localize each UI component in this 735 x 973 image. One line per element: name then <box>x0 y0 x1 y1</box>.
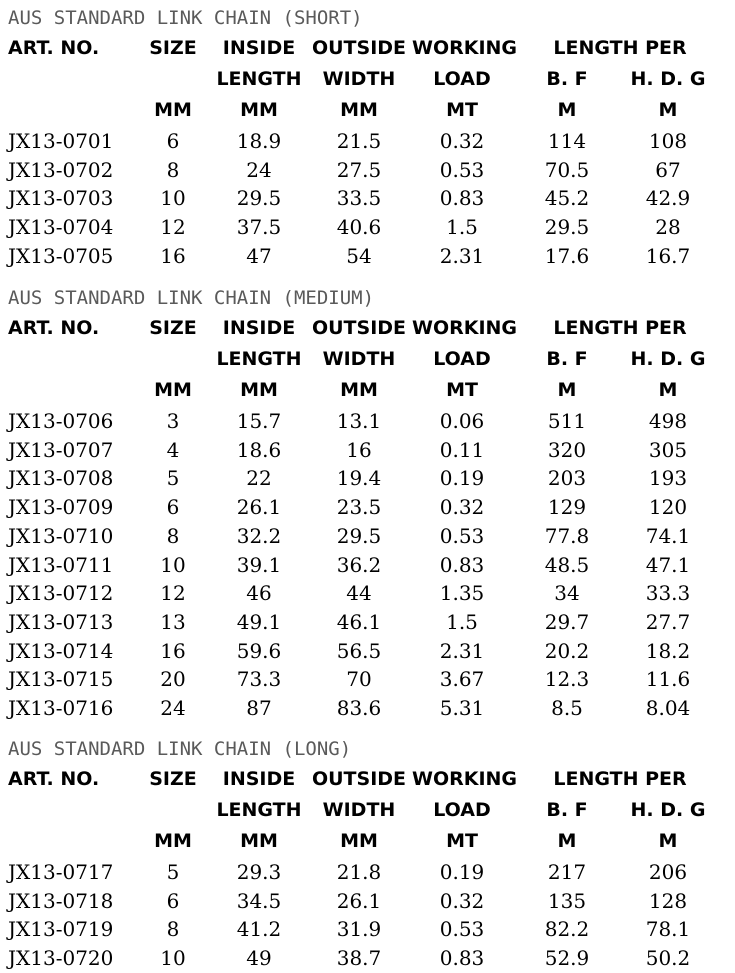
size-cell: 16 <box>160 638 186 663</box>
header-working: WORKING <box>412 317 518 339</box>
table-row <box>0 915 735 944</box>
art-no-cell: JX13-0706 <box>8 409 114 433</box>
hdg-length-cell: 42.9 <box>645 186 691 211</box>
art-no-cell: JX13-0717 <box>8 860 114 884</box>
inside-length-cell: 18.9 <box>236 129 282 153</box>
hdg-length-cell: 27.7 <box>645 609 691 634</box>
bf-length-cell: 203 <box>547 466 587 491</box>
inside-length-cell: 59.6 <box>236 638 282 663</box>
art-no-cell: JX13-0716 <box>8 696 114 720</box>
header-working: WORKING <box>412 37 518 59</box>
hdg-length-cell: 128 <box>648 888 688 913</box>
table-row <box>0 464 735 493</box>
table-row <box>0 156 735 185</box>
art-no-cell: JX13-0702 <box>8 157 114 182</box>
hdg-length-cell: 108 <box>648 129 688 153</box>
outside-width-cell: 16 <box>346 437 372 462</box>
inside-length-cell: 39.1 <box>236 552 282 577</box>
art-no-cell: JX13-0713 <box>8 609 114 634</box>
unit-bf-m: M <box>557 830 577 852</box>
outside-width-cell: 44 <box>346 581 372 606</box>
art-no-cell: JX13-0703 <box>8 186 114 211</box>
unit-size-mm: MM <box>154 99 192 121</box>
table-row <box>0 407 735 436</box>
bf-length-cell: 135 <box>547 888 587 913</box>
outside-width-cell: 26.1 <box>336 888 382 913</box>
header-hdg: H. D. G <box>630 68 706 90</box>
outside-width-cell: 56.5 <box>336 638 382 663</box>
header-load: LOAD <box>433 348 491 370</box>
size-cell: 6 <box>166 495 180 520</box>
art-no-cell: JX13-0715 <box>8 667 114 692</box>
working-load-cell: 1.5 <box>446 609 478 634</box>
unit-inside-mm: MM <box>240 379 278 401</box>
working-load-cell: 2.31 <box>439 243 485 268</box>
table-row <box>0 213 735 242</box>
inside-length-cell: 22 <box>246 466 272 491</box>
art-no-cell: JX13-0701 <box>8 129 114 153</box>
table-row <box>0 127 735 156</box>
header-length-per: LENGTH PER <box>553 768 687 790</box>
hdg-length-cell: 8.04 <box>645 696 691 720</box>
outside-width-cell: 23.5 <box>336 495 382 520</box>
art-no-cell: JX13-0711 <box>8 552 114 577</box>
size-cell: 8 <box>166 157 180 182</box>
hdg-length-cell: 16.7 <box>645 243 691 268</box>
bf-length-cell: 114 <box>547 129 587 153</box>
size-cell: 8 <box>166 917 180 942</box>
hdg-length-cell: 33.3 <box>645 581 691 606</box>
art-no-cell: JX13-0704 <box>8 215 114 240</box>
working-load-cell: 0.83 <box>439 552 485 577</box>
bf-length-cell: 70.5 <box>544 157 590 182</box>
working-load-cell: 0.19 <box>439 860 485 884</box>
hdg-length-cell: 305 <box>648 437 688 462</box>
header-width: WIDTH <box>322 68 396 90</box>
header-length-per: LENGTH PER <box>553 317 687 339</box>
art-no-cell: JX13-0720 <box>8 946 114 971</box>
working-load-cell: 0.32 <box>439 495 485 520</box>
bf-length-cell: 17.6 <box>544 243 590 268</box>
outside-width-cell: 83.6 <box>336 696 382 720</box>
unit-load-mt: MT <box>446 99 478 121</box>
inside-length-cell: 47 <box>246 243 272 268</box>
table-row <box>0 608 735 637</box>
header-width: WIDTH <box>322 348 396 370</box>
outside-width-cell: 40.6 <box>336 215 382 240</box>
table-row <box>0 944 735 973</box>
art-no-cell: JX13-0718 <box>8 888 114 913</box>
inside-length-cell: 29.5 <box>236 186 282 211</box>
hdg-length-cell: 50.2 <box>645 946 691 971</box>
header-length: LENGTH <box>216 799 302 821</box>
working-load-cell: 0.19 <box>439 466 485 491</box>
bf-length-cell: 52.9 <box>544 946 590 971</box>
header-width: WIDTH <box>322 799 396 821</box>
unit-inside-mm: MM <box>240 99 278 121</box>
table-row <box>0 522 735 551</box>
inside-length-cell: 34.5 <box>236 888 282 913</box>
size-cell: 24 <box>160 696 186 720</box>
unit-outside-mm: MM <box>340 830 378 852</box>
header-art-no: ART. NO. <box>8 768 100 790</box>
bf-length-cell: 217 <box>547 860 587 884</box>
header-art-no: ART. NO. <box>8 317 100 339</box>
working-load-cell: 0.53 <box>439 917 485 942</box>
unit-hdg-m: M <box>658 830 678 852</box>
outside-width-cell: 46.1 <box>336 609 382 634</box>
working-load-cell: 0.53 <box>439 157 485 182</box>
size-cell: 5 <box>166 466 180 491</box>
size-cell: 6 <box>166 888 180 913</box>
unit-load-mt: MT <box>446 830 478 852</box>
section-title: AUS STANDARD LINK CHAIN (MEDIUM) <box>8 287 375 309</box>
bf-length-cell: 29.7 <box>544 609 590 634</box>
outside-width-cell: 21.5 <box>336 129 382 153</box>
bf-length-cell: 20.2 <box>544 638 590 663</box>
table-row <box>0 665 735 694</box>
outside-width-cell: 33.5 <box>336 186 382 211</box>
header-bf: B. F <box>546 799 588 821</box>
header-length: LENGTH <box>216 348 302 370</box>
outside-width-cell: 38.7 <box>336 946 382 971</box>
header-inside: INSIDE <box>222 37 296 59</box>
art-no-cell: JX13-0712 <box>8 581 114 606</box>
outside-width-cell: 19.4 <box>336 466 382 491</box>
size-cell: 6 <box>166 129 180 153</box>
working-load-cell: 1.35 <box>439 581 485 606</box>
art-no-cell: JX13-0708 <box>8 466 114 491</box>
header-inside: INSIDE <box>222 317 296 339</box>
hdg-length-cell: 67 <box>655 157 681 182</box>
working-load-cell: 0.32 <box>439 129 485 153</box>
outside-width-cell: 36.2 <box>336 552 382 577</box>
size-cell: 8 <box>166 523 180 548</box>
inside-length-cell: 26.1 <box>236 495 282 520</box>
bf-length-cell: 12.3 <box>544 667 590 692</box>
unit-size-mm: MM <box>154 830 192 852</box>
bf-length-cell: 34 <box>554 581 580 606</box>
working-load-cell: 0.06 <box>439 409 485 433</box>
inside-length-cell: 46 <box>246 581 272 606</box>
header-outside: OUTSIDE <box>311 768 407 790</box>
size-cell: 10 <box>160 552 186 577</box>
unit-bf-m: M <box>557 379 577 401</box>
outside-width-cell: 31.9 <box>336 917 382 942</box>
size-cell: 13 <box>160 609 186 634</box>
table-row <box>0 579 735 608</box>
table-row <box>0 184 735 213</box>
working-load-cell: 3.67 <box>439 667 485 692</box>
bf-length-cell: 48.5 <box>544 552 590 577</box>
header-load: LOAD <box>433 68 491 90</box>
table-row <box>0 637 735 666</box>
header-bf: B. F <box>546 68 588 90</box>
hdg-length-cell: 206 <box>648 860 688 884</box>
size-cell: 4 <box>166 437 180 462</box>
inside-length-cell: 37.5 <box>236 215 282 240</box>
art-no-cell: JX13-0719 <box>8 917 114 942</box>
bf-length-cell: 320 <box>547 437 587 462</box>
art-no-cell: JX13-0707 <box>8 437 114 462</box>
size-cell: 10 <box>160 186 186 211</box>
size-cell: 12 <box>160 581 186 606</box>
header-load: LOAD <box>433 799 491 821</box>
hdg-length-cell: 498 <box>648 409 688 433</box>
hdg-length-cell: 78.1 <box>645 917 691 942</box>
hdg-length-cell: 18.2 <box>645 638 691 663</box>
bf-length-cell: 82.2 <box>544 917 590 942</box>
hdg-length-cell: 120 <box>648 495 688 520</box>
unit-hdg-m: M <box>658 379 678 401</box>
size-cell: 10 <box>160 946 186 971</box>
outside-width-cell: 13.1 <box>336 409 382 433</box>
hdg-length-cell: 74.1 <box>645 523 691 548</box>
header-inside: INSIDE <box>222 768 296 790</box>
table-row <box>0 551 735 580</box>
header-outside: OUTSIDE <box>311 37 407 59</box>
header-length: LENGTH <box>216 68 302 90</box>
size-cell: 20 <box>160 667 186 692</box>
section-title: AUS STANDARD LINK CHAIN (SHORT) <box>8 7 363 29</box>
size-cell: 3 <box>166 409 180 433</box>
size-cell: 16 <box>160 243 186 268</box>
table-row <box>0 694 735 723</box>
hdg-length-cell: 28 <box>655 215 681 240</box>
working-load-cell: 0.11 <box>439 437 485 462</box>
bf-length-cell: 77.8 <box>544 523 590 548</box>
unit-outside-mm: MM <box>340 379 378 401</box>
table-row <box>0 493 735 522</box>
bf-length-cell: 129 <box>547 495 587 520</box>
section-title: AUS STANDARD LINK CHAIN (LONG) <box>8 738 352 760</box>
header-bf: B. F <box>546 348 588 370</box>
working-load-cell: 0.83 <box>439 186 485 211</box>
header-hdg: H. D. G <box>630 799 706 821</box>
art-no-cell: JX13-0709 <box>8 495 114 520</box>
bf-length-cell: 8.5 <box>551 696 583 720</box>
inside-length-cell: 32.2 <box>236 523 282 548</box>
art-no-cell: JX13-0710 <box>8 523 114 548</box>
size-cell: 5 <box>166 860 180 884</box>
header-size: SIZE <box>149 37 197 59</box>
working-load-cell: 2.31 <box>439 638 485 663</box>
working-load-cell: 1.5 <box>446 215 478 240</box>
inside-length-cell: 73.3 <box>236 667 282 692</box>
table-row <box>0 887 735 916</box>
bf-length-cell: 511 <box>547 409 587 433</box>
outside-width-cell: 70 <box>346 667 372 692</box>
inside-length-cell: 18.6 <box>236 437 282 462</box>
working-load-cell: 0.83 <box>439 946 485 971</box>
header-working: WORKING <box>412 768 518 790</box>
header-size: SIZE <box>149 317 197 339</box>
header-length-per: LENGTH PER <box>553 37 687 59</box>
outside-width-cell: 21.8 <box>336 860 382 884</box>
hdg-length-cell: 193 <box>648 466 688 491</box>
working-load-cell: 5.31 <box>439 696 485 720</box>
unit-hdg-m: M <box>658 99 678 121</box>
inside-length-cell: 49 <box>246 946 272 971</box>
outside-width-cell: 54 <box>346 243 372 268</box>
inside-length-cell: 49.1 <box>236 609 282 634</box>
unit-load-mt: MT <box>446 379 478 401</box>
bf-length-cell: 29.5 <box>544 215 590 240</box>
unit-size-mm: MM <box>154 379 192 401</box>
unit-outside-mm: MM <box>340 99 378 121</box>
header-outside: OUTSIDE <box>311 317 407 339</box>
outside-width-cell: 29.5 <box>336 523 382 548</box>
inside-length-cell: 24 <box>246 157 272 182</box>
hdg-length-cell: 11.6 <box>645 667 691 692</box>
inside-length-cell: 41.2 <box>236 917 282 942</box>
outside-width-cell: 27.5 <box>336 157 382 182</box>
unit-inside-mm: MM <box>240 830 278 852</box>
header-size: SIZE <box>149 768 197 790</box>
bf-length-cell: 45.2 <box>544 186 590 211</box>
table-row <box>0 242 735 271</box>
header-hdg: H. D. G <box>630 348 706 370</box>
table-row <box>0 858 735 887</box>
unit-bf-m: M <box>557 99 577 121</box>
working-load-cell: 0.53 <box>439 523 485 548</box>
inside-length-cell: 29.3 <box>236 860 282 884</box>
inside-length-cell: 87 <box>246 696 272 720</box>
size-cell: 12 <box>160 215 186 240</box>
art-no-cell: JX13-0705 <box>8 243 114 268</box>
working-load-cell: 0.32 <box>439 888 485 913</box>
art-no-cell: JX13-0714 <box>8 638 114 663</box>
inside-length-cell: 15.7 <box>236 409 282 433</box>
table-row <box>0 436 735 465</box>
hdg-length-cell: 47.1 <box>645 552 691 577</box>
header-art-no: ART. NO. <box>8 37 100 59</box>
